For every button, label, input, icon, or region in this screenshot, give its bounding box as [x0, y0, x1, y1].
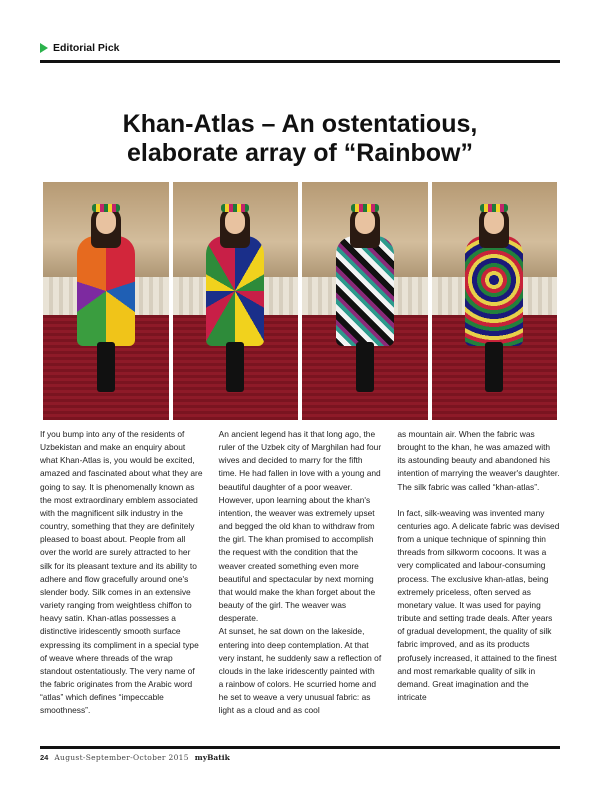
title-line-1: Khan-Atlas – An ostentatious,: [122, 110, 478, 138]
photo-2: [173, 182, 299, 420]
article-title: [40, 110, 560, 168]
paragraph: In fact, silk-weaving was invented many centuries ago. A delicate fabric was devised from a unique technique of spinning thin threads from silkworm cocoons. It was a very complicated and labour-consuming process. The exclusive khan-atlas, being extremely priceless, often served as monetary value. It was used for paying tribute and setting trade deals. After years of gradual development, the quality of silk fabric improved, and as its products profusely increased, it attained to the finest and most remarkable quality of silk in demand. Great imagination and the intricate: [397, 507, 560, 702]
article-body: [40, 428, 560, 717]
paragraph: as mountain air. When the fabric was brought to the khan, he was amazed with its astounding beauty and abandoned his intention of marrying the weaver's daughter. The silk fabric was called “khan-atlas”.: [397, 429, 560, 492]
issue-date: August-September-October 2015: [54, 753, 189, 762]
top-rule: [40, 60, 560, 63]
section-tag: [40, 42, 120, 54]
title-line-2: elaborate array of “Rainbow”: [127, 139, 473, 167]
paragraph: An ancient legend has it that long ago, the ruler of the Uzbek city of Marghilan had four wives and decided to marry for the fifth time. He had fallen in love with a young and beautiful daughter of a poor weaver. However, upon learning about the khan's intention, the weaver was extremely upset and begged the old khan to withdraw from the girl. The khan promised to accomplish the request with the condition that the weaver created something even more beautiful and spectacular by next morning that would make the khan forget about the beauty of the girl. The weaver was desperate.: [218, 429, 382, 624]
magazine-brand: myBatik: [194, 753, 230, 762]
page-footer: [40, 753, 230, 762]
section-label: Editorial Pick: [53, 42, 120, 54]
photo-strip: [43, 182, 557, 420]
paragraph: At sunset, he sat down on the lakeside, entering into deep contemplation. At that very instant, he suddenly saw a reflection of clouds in the lake iridescently painted with a rainbow of colors. He scurried home and he set to weave a very unusual fabric: as light as a cloud and as cool: [218, 626, 382, 716]
page-number: 24: [40, 753, 49, 762]
photo-1: [43, 182, 169, 420]
bottom-rule: [40, 746, 560, 749]
photo-3: [302, 182, 428, 420]
triangle-bullet-icon: [40, 43, 48, 53]
column-3: [397, 428, 560, 717]
column-2: [219, 428, 382, 717]
column-1: [40, 428, 203, 717]
photo-4: [432, 182, 558, 420]
paragraph: If you bump into any of the residents of Uzbekistan and make an enquiry about what Khan-Atlas is, you would be excited, amazed and fascinated about what they are going to say. It is phenomenally known as the most extraordinary emblem associated with the magnificent silk industry in the country, something that they are definitely pleased to boast about. People from all over the world are surely attracted to her silk for its pleasant texture and its ability to adhere and flow gracefully around one's slender body. Silk comes in an extensive variety ranging from weightless chiffon to heavy satin. Khan-atlas possesses a distinctive iridescently smooth surface expressing its compliment in a special type of weave where threads of the wrap standout ostentatiously. The very name of the fabric originates from the Arabic word “atlas” which defines “impeccable smoothness”.: [40, 429, 203, 716]
